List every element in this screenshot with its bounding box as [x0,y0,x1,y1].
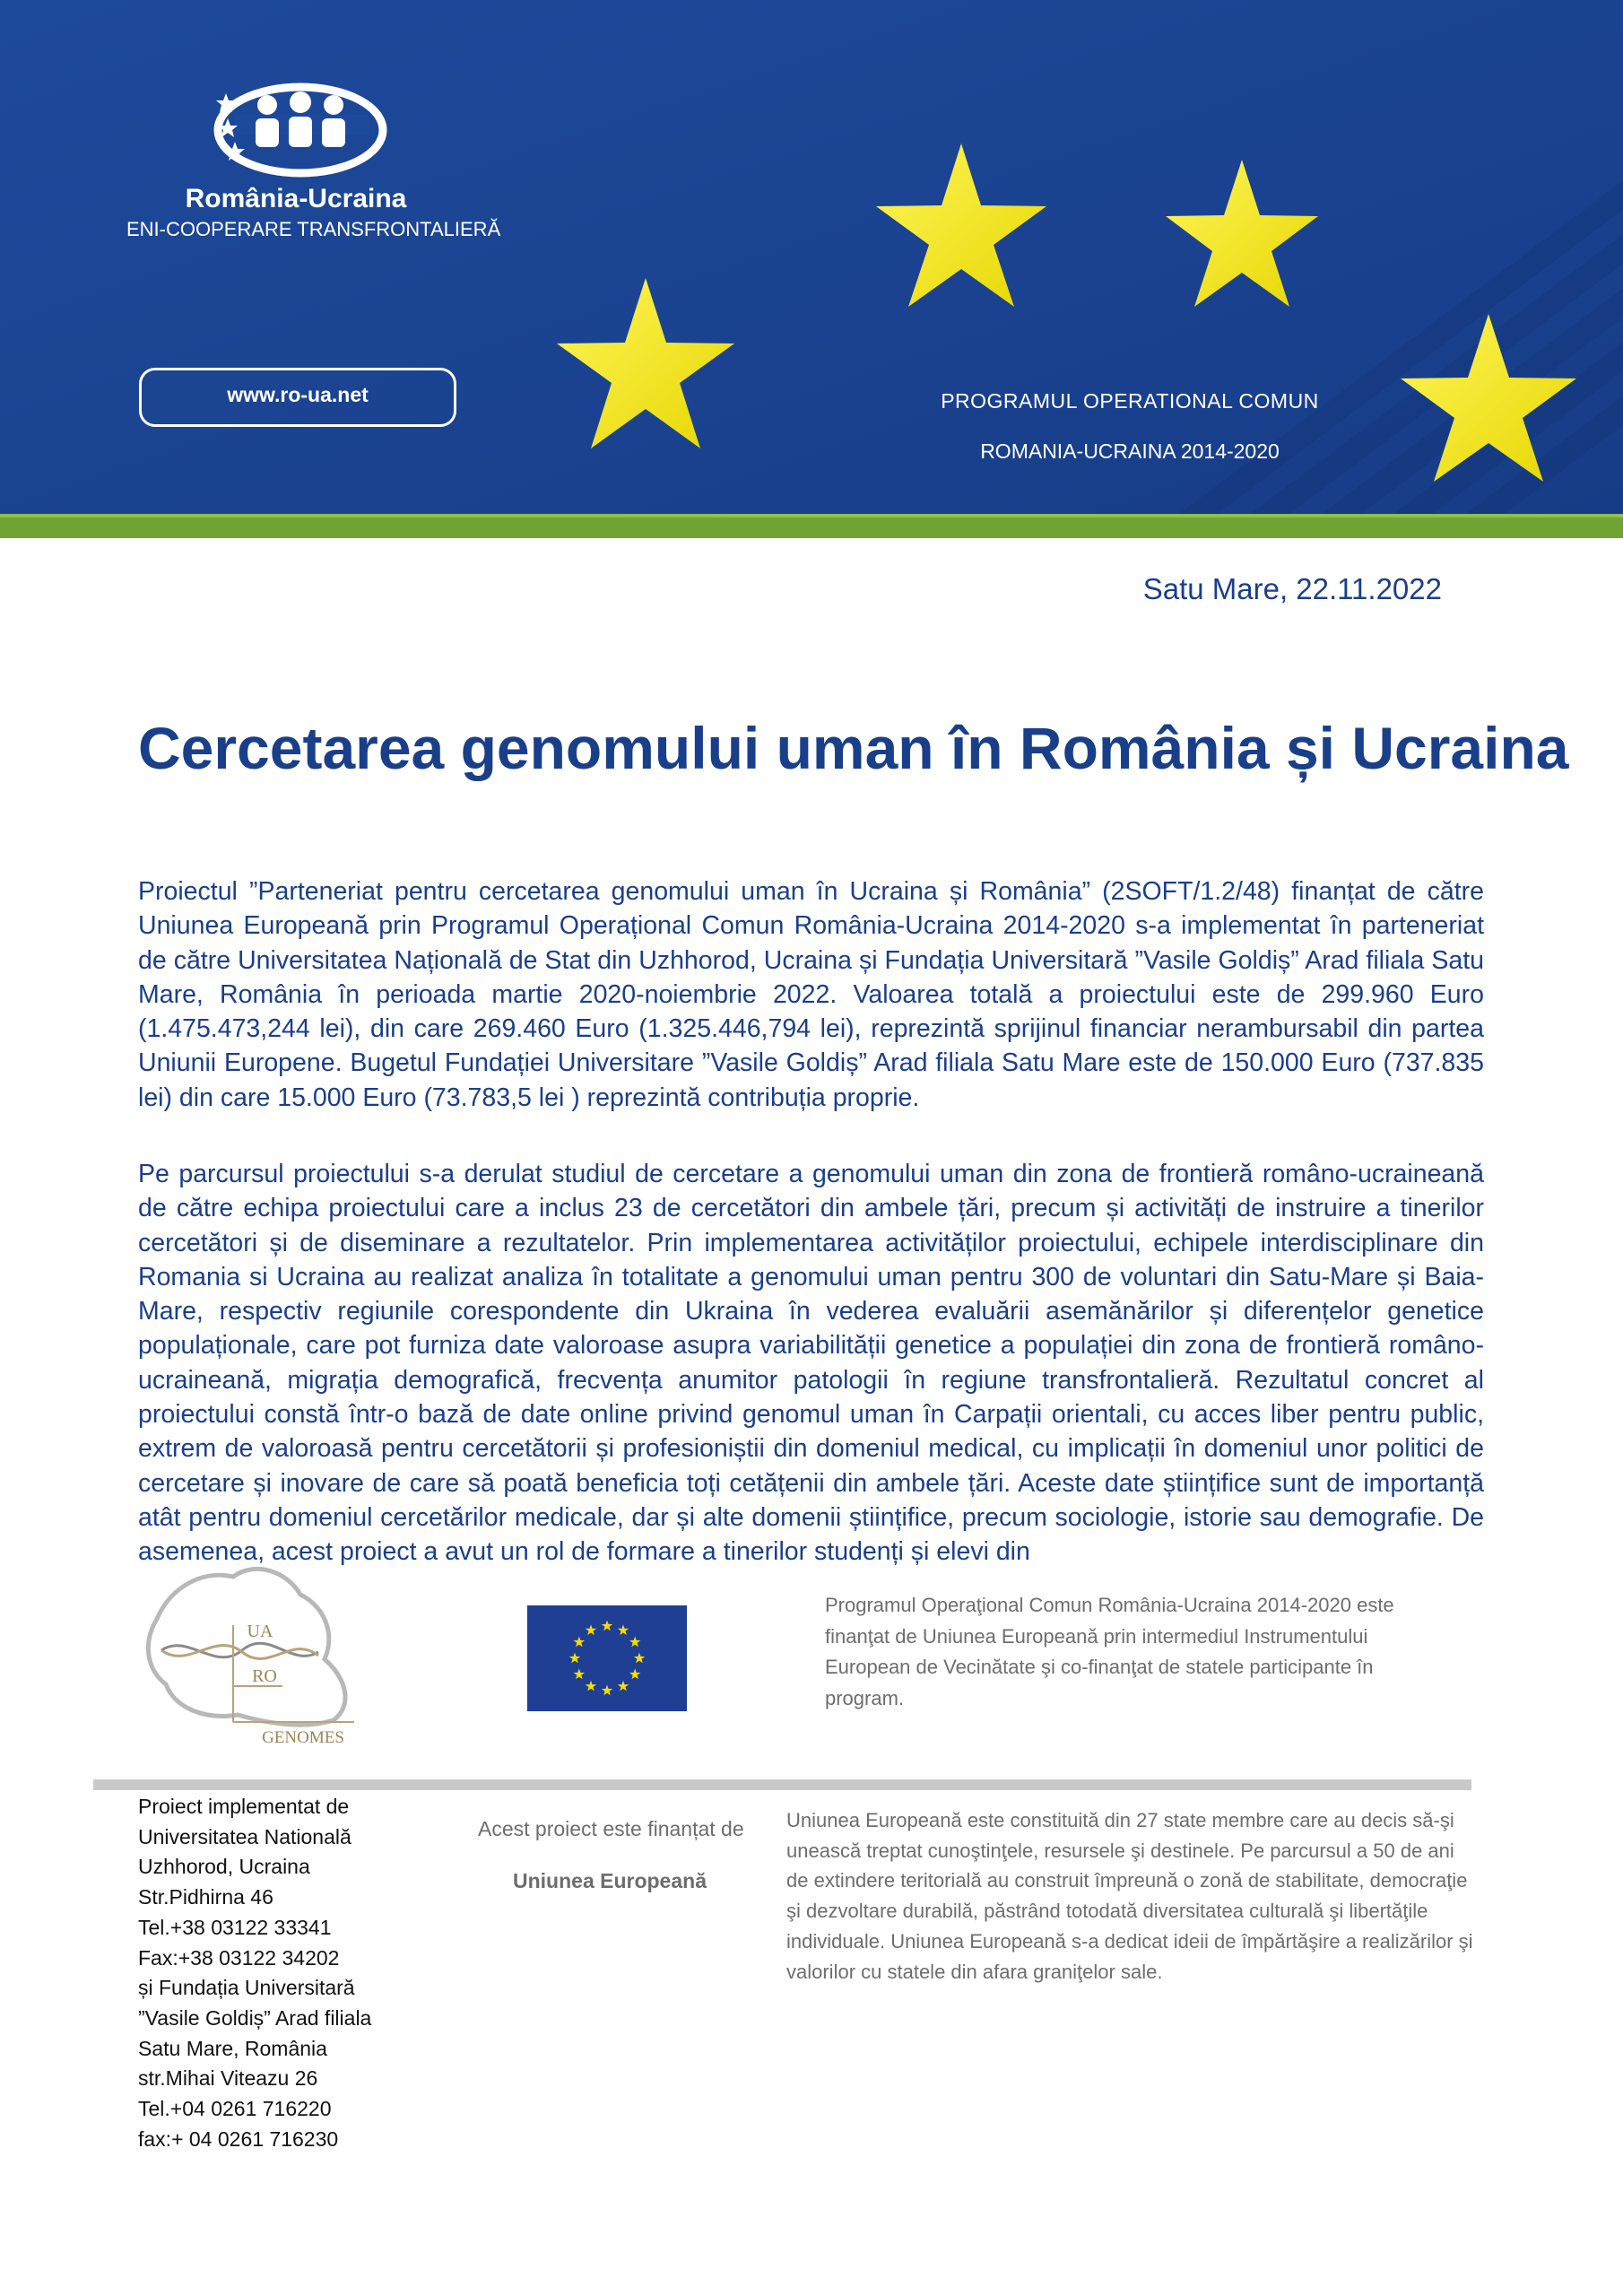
page-title: Cercetarea genomului uman în România și Ucraina [138,715,1569,781]
address-line: str.Mihai Viteazu 26 [138,2066,318,2091]
website-link[interactable]: www.ro-ua.net [139,368,456,427]
address-line: Universitatea Natională [138,1824,352,1848]
address-line: Fax:+38 03122 34202 [138,1945,340,1970]
banner-background [0,0,1623,538]
address-line: fax:+ 04 0261 716230 [138,2126,339,2151]
program-name-line2: ROMANIA-UCRAINA 2014-2020 [980,439,1280,463]
address-line: și Fundația Universitară [138,1976,355,2000]
eu-flag-icon [527,1605,687,1711]
address-line: Proiect implementat de [138,1795,350,1818]
logo-text-ua: UA [247,1622,273,1641]
address-line: Satu Mare, România [138,2036,327,2060]
brand-subtitle: ENI-COOPERARE TRANSFRONTALIERĂ [126,218,501,240]
footer-divider [93,1779,1471,1790]
program-funding-note: Programul Operaţional Comun România-Ucraina 2014-2020 este finanţat de Uniunea Europeană prin intermediul Instrumentului European de Vecinătate şi co-finanţat de statele participante în program. [825,1594,1394,1709]
funded-by-label: Acest proiect este finanțat de [478,1817,744,1840]
address-line: Tel.+04 0261 716220 [138,2097,332,2121]
document-date: Satu Mare, 22.11.2022 [1142,572,1442,605]
eu-description: Uniunea Europeană este constituită din 27 state membre care au decis să-şi unească treptat cunoştinţele, resursele şi destinele. Pe parcursul a 50 de ani de extindere teritorială au construit împreună o zonă de stabilitate, democraţie şi dezvoltare durabilă, păstrând totodată diversitatea culturală şi libertăţile individuale. Uniunea Europeană s-a dedicat ideii de împărtăşire a realizărilor şi valorilor cu statele din afara graniţelor sale. [786,1809,1473,1983]
implementer-addresses [138,1792,371,2154]
header-banner [0,0,1623,538]
address-line: Uzhhorod, Ucraina [138,1855,310,1879]
address-line: ”Vasile Goldiș” Arad filiala [138,2005,372,2030]
brand-name: România-Ucraina [185,184,407,213]
address-line: Tel.+38 03122 33341 [138,1915,332,1939]
ua-ro-genomes-logo [135,1552,368,1758]
paragraph-project-activities: Pe parcursul proiectului s-a derulat studiul de cercetare a genomului uman din zona de frontieră româno-ucraineană de către echipa proiectului care a inclus 23 de cercetători din ambele țări, precum și activități de instruire a tinerilor cercetători și de diseminare a rezultatelor. Prin implementarea activităților proiectului, echipele interdisciplinare din Romania si Ucraina au realizat analiza în totalitate a genomului uman pentru 300 de voluntari din Satu-Mare și Baia-Mare, respectiv regiunile corespondente din Ukraina în vederea evaluării asemănărilor și diferențelor genetice populaționale, care pot furniza date valoroase asupra variabilității genetice a populației din zona de frontieră româno-ucraineană, migrația demografică, frecvența anumitor patologii în regiune transfrontalieră. Rezultatul concret al proiectului constă într-o bază de date online privind genomul uman în Carpații orientali, cu acces liber pentru public, extrem de valoroasă pentru cercetătorii și profesioniștii din domeniul medical, cu implicații în domeniul unor politici de cercetare și inovare de care să poată beneficia toți cetățenii din ambele țări. Aceste date științifice sunt de importanță atât pentru domeniul cercetărilor medicale, dar și alte domenii științifice, precum sociologie, istorie sau demografie. De asemenea, acest proiect a avut un rol de formare a tinerilor studenți și elevi din [138,1160,1484,1567]
paragraph-project-summary: Proiectul ”Parteneriat pentru cercetarea genomului uman în Ucraina și România” (2SOFT/1.2/48) finanțat de către Uniunea Europeană prin Programul Operațional Comun România-Ucraina 2014-2020 s-a implementat în parteneriat de către Universitatea Națională de Stat din Uzhhorod, Ucraina și Fundația Universitară ”Vasile Goldiș” Arad filiala Satu Mare, România în perioada martie 2020-noiembrie 2022. Valoarea totală a proiectului este de 299.960 Euro (1.475.473,244 lei), din care 269.460 Euro (1.325.446,794 lei), reprezintă sprijinul financiar nerambursabil din partea Uniunii Europene. Bugetul Fundației Universitare ”Vasile Goldiș” Arad filiala Satu Mare este de 150.000 Euro (737.835 lei) din care 15.000 Euro (73.783,5 lei ) reprezintă contribuția proprie. [138,877,1484,1112]
program-name-line1: PROGRAMUL OPERATIONAL COMUN [941,389,1319,413]
funded-by-eu: Uniunea Europeană [513,1869,707,1892]
logo-text-genomes: GENOMES [262,1728,344,1747]
logo-text-ro: RO [252,1666,277,1686]
address-line: Str.Pidhirna 46 [138,1885,273,1909]
